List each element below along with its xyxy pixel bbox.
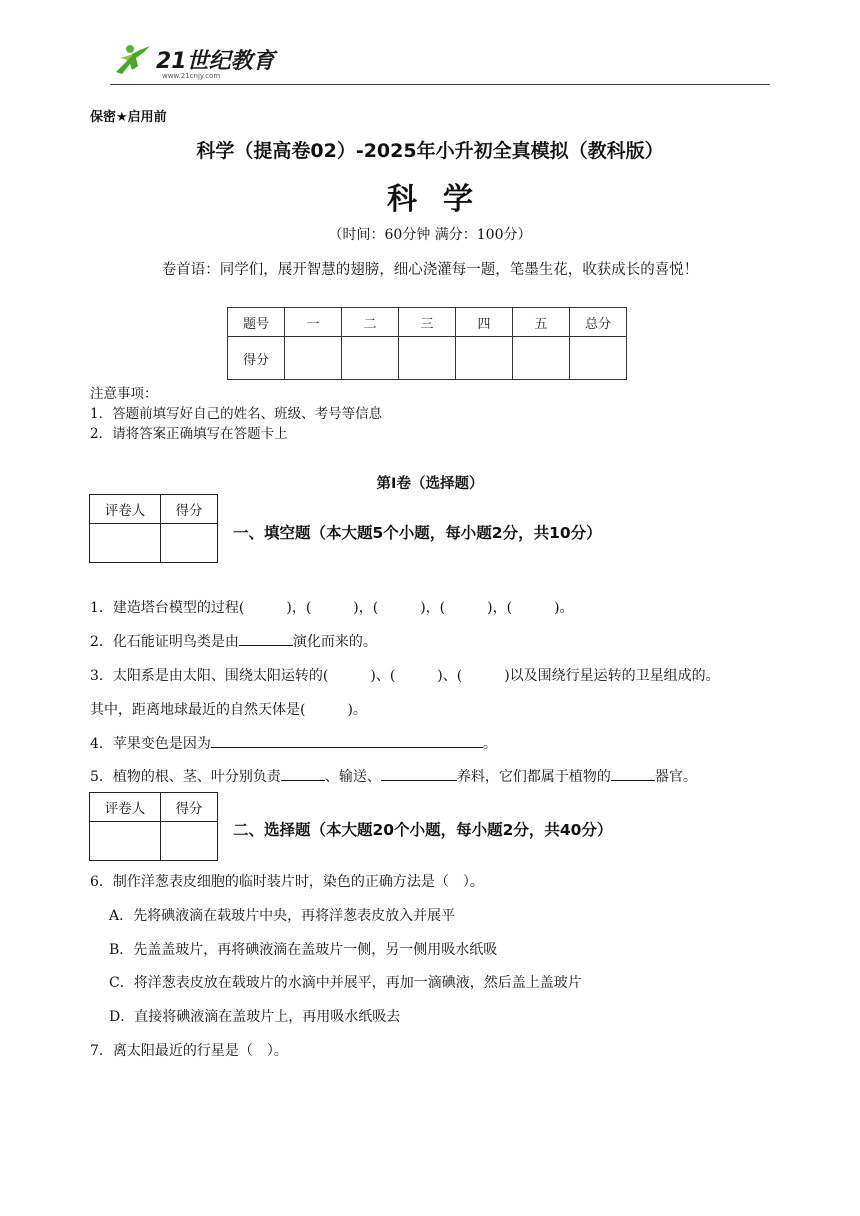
grader-label: 评卷人	[90, 495, 161, 524]
exam-title: 科学（提高卷02）-2025年小升初全真模拟（教科版）	[196, 140, 664, 162]
question-6-option-d: D．直接将碘液滴在盖玻片上，再用吸水纸吸去	[109, 1009, 401, 1025]
score-cell	[456, 337, 513, 380]
score-cell	[570, 337, 627, 380]
score-cell	[513, 337, 570, 380]
grader-cell	[90, 822, 161, 861]
score-header-cell: 四	[456, 308, 513, 337]
answer-blank	[611, 766, 655, 781]
grader-cell	[90, 524, 161, 563]
grader-score-label: 得分	[161, 495, 218, 524]
question-text: 。	[482, 736, 497, 752]
time-info: （时间：60分钟 满分：100分）	[328, 227, 532, 243]
score-cell	[342, 337, 399, 380]
score-cell	[285, 337, 342, 380]
question-4	[90, 733, 497, 753]
note-item: 1．答题前填写好自己的姓名、班级、考号等信息	[90, 406, 383, 422]
grader-box	[89, 792, 218, 861]
note-item: 2．请将答案正确填写在答题卡上	[90, 426, 288, 442]
question-6-option-b: B．先盖盖玻片，再将碘液滴在盖玻片一侧，另一侧用吸水纸吸	[109, 942, 498, 958]
notes	[90, 384, 382, 444]
question-text: 5．植物的根、茎、叶分别负责	[90, 769, 281, 785]
section-heading: 第Ⅰ卷（选择题）	[376, 476, 484, 492]
answer-blank	[281, 766, 325, 781]
score-header-cell: 三	[399, 308, 456, 337]
question-7: 7．离太阳最近的行星是（ ）。	[90, 1043, 288, 1059]
subject-title: 科学	[387, 182, 499, 217]
score-header-cell: 五	[513, 308, 570, 337]
logo	[110, 40, 280, 84]
question-text: 、输送、	[324, 769, 381, 785]
preface: 卷首语：同学们，展开智慧的翅膀，细心浇灌每一题，笔墨生花，收获成长的喜悦！	[161, 262, 699, 278]
part1-title: 一、填空题（本大题5个小题，每小题2分，共10分）	[233, 524, 602, 542]
answer-blank	[381, 766, 457, 781]
notes-title: 注意事项：	[90, 386, 158, 402]
question-6-option-c: C．将洋葱表皮放在载玻片的水滴中并展平，再加一滴碘液，然后盖上盖玻片	[109, 975, 582, 991]
grader-label: 评卷人	[90, 793, 161, 822]
score-cell	[399, 337, 456, 380]
logo-url: www.21cnjy.com	[162, 72, 221, 80]
question-6-option-a: A．先将碘液滴在载玻片中央，再将洋葱表皮放入并展平	[109, 908, 456, 924]
score-header-cell: 二	[342, 308, 399, 337]
score-row-label: 得分	[228, 337, 285, 380]
answer-blank	[239, 631, 293, 646]
runner-icon	[116, 45, 150, 74]
grader-cell	[161, 524, 218, 563]
score-header-cell: 题号	[228, 308, 285, 337]
grader-box	[89, 494, 218, 563]
part2-title: 二、选择题（本大题20个小题，每小题2分，共40分）	[233, 821, 613, 839]
question-2	[90, 631, 377, 651]
logo-text: 21世纪教育	[156, 49, 275, 74]
score-header-cell: 总分	[570, 308, 627, 337]
confidential-label: 保密★启用前	[90, 110, 167, 125]
question-1: 1．建造塔台模型的过程( )，( )，( )，( )，( )。	[90, 600, 574, 616]
question-text: 演化而来的。	[292, 634, 377, 650]
score-header-cell: 一	[285, 308, 342, 337]
answer-blank	[211, 733, 483, 748]
grader-cell	[161, 822, 218, 861]
grader-score-label: 得分	[161, 793, 218, 822]
header-rule	[110, 84, 770, 85]
question-text: 器官。	[654, 769, 697, 785]
question-3: 3．太阳系是由太阳、围绕太阳运转的( )、( )、( )以及围绕行星运转的卫星组成的。	[90, 668, 720, 684]
question-3-continued: 其中，距离地球最近的自然天体是( )。	[90, 702, 367, 718]
question-text: 养料，它们都属于植物的	[456, 769, 611, 785]
question-text: 2．化石能证明鸟类是由	[90, 634, 239, 650]
question-text: 4．苹果变色是因为	[90, 736, 211, 752]
question-6: 6．制作洋葱表皮细胞的临时装片时，染色的正确方法是（ ）。	[90, 874, 484, 890]
question-5	[90, 766, 697, 786]
score-table	[227, 307, 627, 380]
